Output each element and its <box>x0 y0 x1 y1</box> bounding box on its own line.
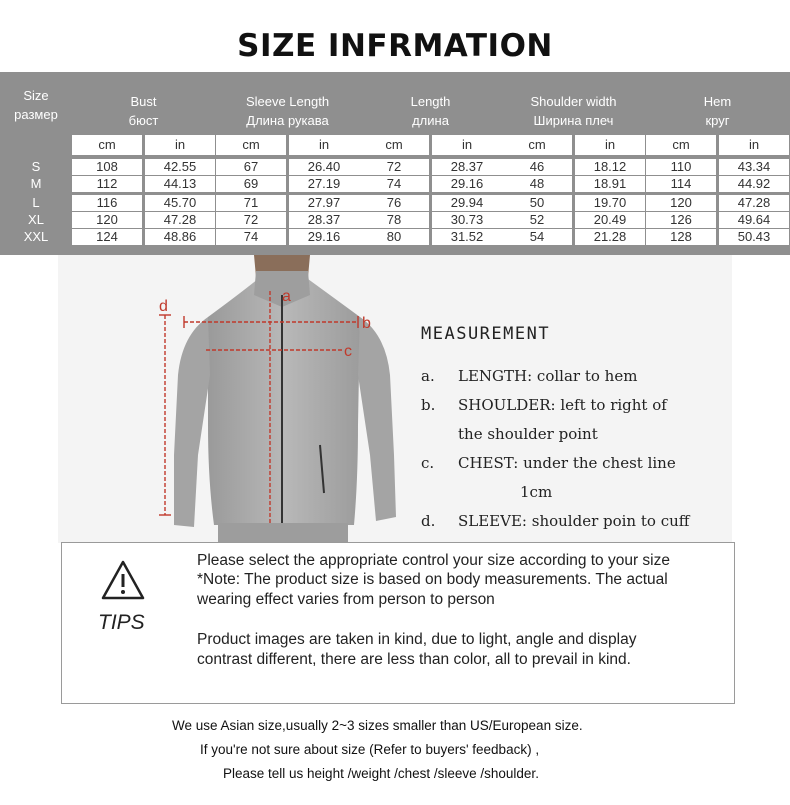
tips-label: TIPS <box>98 611 145 634</box>
table-cell: 71 <box>216 195 286 211</box>
table-cell: 44.13 <box>145 176 215 192</box>
unit-header: cm <box>216 135 286 155</box>
table-cell: 27.97 <box>289 195 359 211</box>
unit-header: in <box>145 135 215 155</box>
column-header <box>646 92 789 130</box>
left-sleeve <box>174 317 210 527</box>
unit-header: cm <box>646 135 716 155</box>
unit-header: in <box>289 135 359 155</box>
column-header <box>216 92 359 130</box>
table-cell: 80 <box>359 229 429 245</box>
size-label: L <box>32 195 40 210</box>
table-cell: 31.52 <box>432 229 502 245</box>
measurement-text: the shoulder point <box>458 425 598 443</box>
size-label: XL <box>28 212 44 227</box>
column-header-en: Sleeve Length <box>245 94 330 109</box>
table-cell: 27.19 <box>289 176 359 192</box>
column-header-ru: Ширина плеч <box>533 113 614 128</box>
unit-header: cm <box>502 135 572 155</box>
measurement-letter: c. <box>421 454 435 472</box>
table-cell: 21.28 <box>575 229 645 245</box>
marker-d: d <box>159 298 168 315</box>
marker-c: c <box>344 343 352 360</box>
marker-b: b <box>362 315 371 332</box>
size-header-en: Size <box>23 88 49 103</box>
size-column-header <box>0 86 72 124</box>
measurement-letter: a. <box>421 367 435 385</box>
table-cell: 67 <box>216 159 286 175</box>
unit-header: cm <box>359 135 429 155</box>
table-cell: 120 <box>72 212 142 228</box>
unit-header: in <box>432 135 502 155</box>
tips-line: contrast different, there are less than color, all to prevail in kind. <box>197 651 631 668</box>
table-cell: 26.40 <box>289 159 359 175</box>
column-header-en: Bust <box>130 94 157 109</box>
column-header <box>502 92 645 130</box>
measurement-text: CHEST: under the chest line <box>458 454 676 472</box>
column-header-en: Hem <box>703 94 732 109</box>
size-label: M <box>30 176 42 191</box>
column-header-ru: круг <box>705 113 730 128</box>
table-cell: 108 <box>72 159 142 175</box>
footer-line: If you're not sure about size (Refer to buyers' feedback) , <box>200 742 540 757</box>
measurement-title: MEASUREMENT <box>421 324 551 344</box>
marker-a: a <box>282 288 291 305</box>
table-cell: 19.70 <box>575 195 645 211</box>
table-cell: 44.92 <box>719 176 789 192</box>
unit-header: cm <box>72 135 142 155</box>
column-header-ru: длина <box>412 113 449 128</box>
measurement-letter: d. <box>421 512 436 530</box>
warning-icon <box>100 559 146 601</box>
table-cell: 128 <box>646 229 716 245</box>
table-cell: 48.86 <box>145 229 215 245</box>
table-cell: 76 <box>359 195 429 211</box>
table-cell: 120 <box>646 195 716 211</box>
table-cell: 43.34 <box>719 159 789 175</box>
table-cell: 30.73 <box>432 212 502 228</box>
footer-line: We use Asian size,usually 2~3 sizes smaller than US/European size. <box>172 718 583 733</box>
measurement-text: SHOULDER: left to right of <box>458 396 667 414</box>
column-header-ru: Длина рукава <box>246 113 329 128</box>
table-cell: 46 <box>502 159 572 175</box>
table-cell: 47.28 <box>719 195 789 211</box>
table-cell: 18.91 <box>575 176 645 192</box>
table-cell: 42.55 <box>145 159 215 175</box>
table-cell: 74 <box>359 176 429 192</box>
page-title: SIZE INFRMATION <box>237 28 553 64</box>
table-cell: 116 <box>72 195 142 211</box>
column-header-ru: бюст <box>128 113 159 128</box>
table-cell: 78 <box>359 212 429 228</box>
table-cell: 126 <box>646 212 716 228</box>
measurement-text: SLEEVE: shoulder poin to cuff <box>458 512 690 530</box>
measurement-text: 1cm <box>520 483 553 501</box>
tips-line: wearing effect varies from person to person <box>197 591 495 608</box>
table-cell: 29.16 <box>432 176 502 192</box>
tips-line: Please select the appropriate control your size according to your size <box>197 552 670 569</box>
right-sleeve <box>358 317 396 521</box>
table-cell: 124 <box>72 229 142 245</box>
column-header <box>359 92 502 130</box>
table-cell: 50.43 <box>719 229 789 245</box>
table-cell: 20.49 <box>575 212 645 228</box>
size-label: XXL <box>23 229 49 244</box>
pants-shape <box>218 523 348 543</box>
unit-header: in <box>575 135 645 155</box>
table-cell: 48 <box>502 176 572 192</box>
column-header-en: Length <box>410 94 451 109</box>
table-cell: 114 <box>646 176 716 192</box>
table-cell: 49.64 <box>719 212 789 228</box>
table-cell: 47.28 <box>145 212 215 228</box>
size-table <box>0 72 790 255</box>
unit-header: in <box>719 135 789 155</box>
measurement-letter: b. <box>421 396 436 414</box>
table-cell: 72 <box>216 212 286 228</box>
table-cell: 69 <box>216 176 286 192</box>
jacket-body <box>208 279 360 525</box>
table-cell: 72 <box>359 159 429 175</box>
table-cell: 74 <box>216 229 286 245</box>
table-cell: 29.94 <box>432 195 502 211</box>
table-cell: 54 <box>502 229 572 245</box>
table-cell: 50 <box>502 195 572 211</box>
footer-line: Please tell us height /weight /chest /sleeve /shoulder. <box>223 766 539 781</box>
measurement-text: LENGTH: collar to hem <box>458 367 638 385</box>
table-cell: 18.12 <box>575 159 645 175</box>
table-cell: 110 <box>646 159 716 175</box>
table-cell: 112 <box>72 176 142 192</box>
table-cell: 29.16 <box>289 229 359 245</box>
column-header-en: Shoulder width <box>530 94 617 109</box>
table-cell: 28.37 <box>289 212 359 228</box>
size-header-ru: размер <box>14 107 58 122</box>
size-label: S <box>31 159 41 174</box>
table-cell: 52 <box>502 212 572 228</box>
tips-line: Product images are taken in kind, due to light, angle and display <box>197 631 637 648</box>
table-cell: 28.37 <box>432 159 502 175</box>
column-header <box>72 92 215 130</box>
tips-line: *Note: The product size is based on body measurements. The actual <box>197 571 668 588</box>
table-cell: 45.70 <box>145 195 215 211</box>
